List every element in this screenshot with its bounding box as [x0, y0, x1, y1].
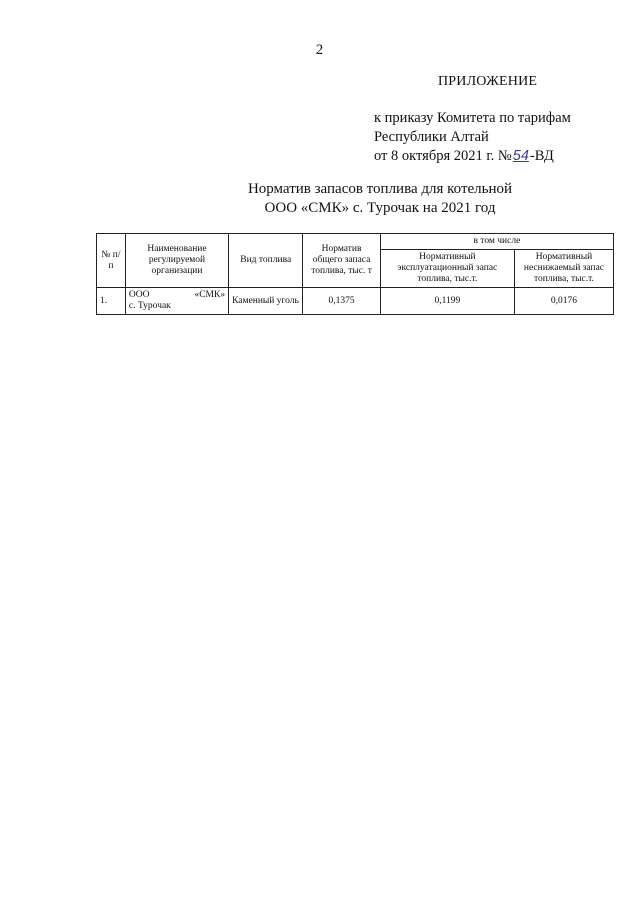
appendix-title: ПРИЛОЖЕНИЕ — [438, 74, 538, 89]
cell-operational-reserve: 0,1199 — [380, 288, 514, 315]
order-number-handwritten: 54 — [512, 148, 529, 164]
document-title-line-2: ООО «СМК» с. Турочак на 2021 год — [264, 200, 496, 216]
order-line-1: к приказу Комитета по тарифам — [374, 110, 571, 126]
table-row — [97, 288, 614, 315]
header-fuel-type: Вид топлива — [229, 234, 303, 288]
header-operational-reserve: Нормативный эксплуатационный запас топлива, тыс.т. — [380, 250, 514, 288]
cell-total-reserve: 0,1375 — [303, 288, 380, 315]
org-location: с. Турочак — [128, 301, 171, 311]
header-organization: Наименование регулируемой организации — [125, 234, 228, 288]
header-minimum-reserve: Нормативный неснижаемый запас топлива, тыс.т. — [514, 250, 613, 288]
document-title-line-1: Норматив запасов топлива для котельной — [247, 181, 513, 197]
order-line-2: Республики Алтай — [374, 129, 489, 145]
cell-minimum-reserve: 0,0176 — [514, 288, 613, 315]
document-title — [0, 180, 639, 218]
table-header-row-1 — [97, 234, 614, 250]
order-date: от 8 октября 2021 г. № — [374, 148, 512, 164]
cell-num: 1. — [97, 288, 126, 315]
order-line-3 — [374, 147, 571, 166]
cell-fuel-type: Каменный уголь — [229, 288, 303, 315]
cell-organization — [125, 288, 228, 315]
org-name: ООО «СМК» — [128, 290, 226, 300]
order-suffix: -ВД — [529, 148, 554, 164]
header-total-reserve: Норматив общего запаса топлива, тыс. т — [303, 234, 380, 288]
header-including: в том числе — [380, 234, 613, 250]
fuel-reserve-table — [96, 233, 614, 315]
order-reference — [374, 109, 571, 166]
page-number: 2 — [315, 42, 324, 58]
header-num: № п/п — [97, 234, 126, 288]
